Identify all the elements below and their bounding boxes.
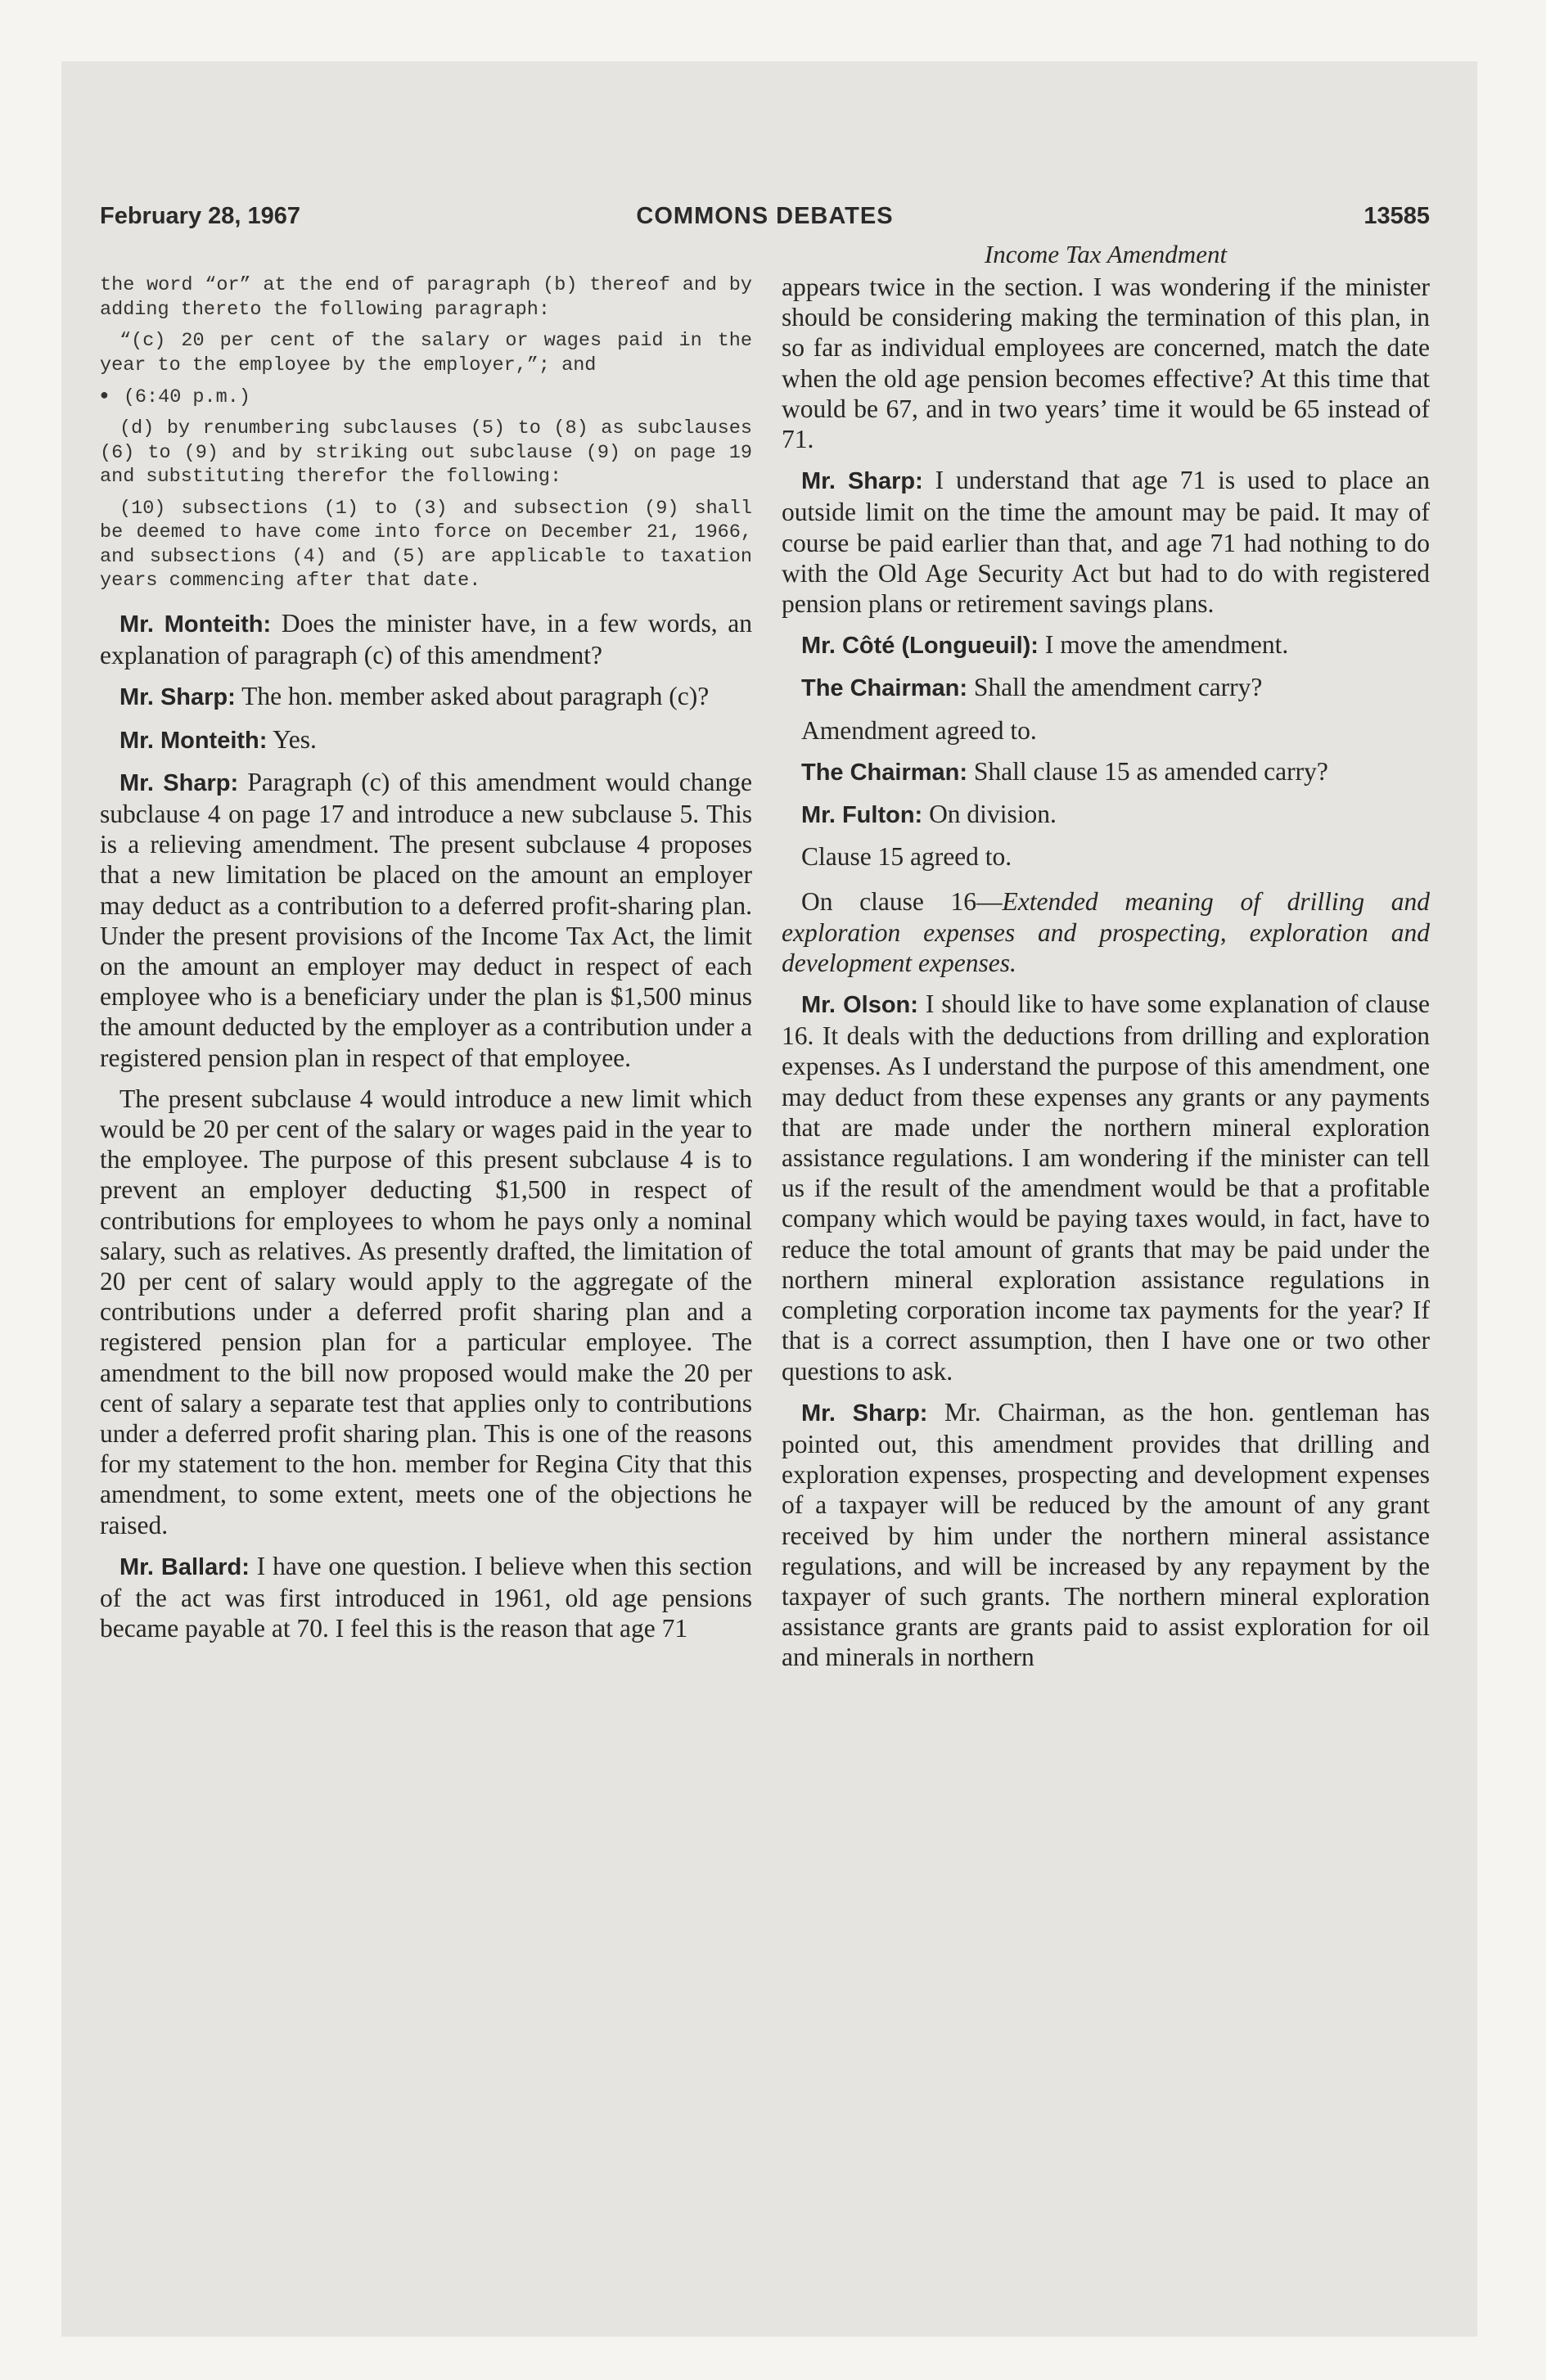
- speech-paragraph: The present subclause 4 would introduce a new limit which would be 20 per cent of the salary or wages paid in the year to the employee. The purpose of this present subclause 4 is to prevent an employer deducting $1,500 in respect of contributions for employees to whom he pays only a nominal salary, such as relatives. As presently drafted, the limitation of 20 per cent of salary would apply to the aggregate of the contributions under a deferred profit sharing plan and a registered pension plan for a particular employee. The amendment to the bill now proposed would make the 20 per cent of salary a separate test that applies only to contributions under a deferred profit sharing plan. This is one of the reasons for my statement to the hon. member for Regina City that this amendment, to some extent, meets one of the objections he raised.: [100, 1084, 752, 1539]
- amendment-paragraph: (d) by renumbering subclauses (5) to (8) as subclauses (6) to (9) and by striking out subclause (9) on page 19 and substituting therefor the following:: [100, 417, 752, 489]
- speech-paragraph: [100, 608, 752, 670]
- speaker-name: Mr. Sharp:: [119, 684, 236, 711]
- speech-paragraph: [782, 1397, 1430, 1673]
- time-mark: [100, 385, 752, 409]
- speaker-name: Mr. Sharp:: [801, 1400, 928, 1427]
- speech-text: Mr. Chairman, as the hon. gentleman has pointed out, this amendment provides that drilling and exploration expenses, prospecting and development expenses of a taxpayer will be reduced by the amount of any grant received by him under the northern mineral assistance regulations, and will be increased by any repayment by the taxpayer of such grants. The northern mineral exploration assistance grants are grants paid to assist exploration for oil and minerals in northern: [782, 1397, 1430, 1672]
- speech-text: I move the amendment.: [1038, 630, 1289, 660]
- speech-text: Shall the amendment carry?: [967, 673, 1263, 702]
- header-page-number: 13585: [1363, 203, 1430, 229]
- speech-text: Does the minister have, in a few words, an explanation of paragraph (c) of this amendment?: [100, 608, 752, 670]
- speech-paragraph: [782, 465, 1430, 619]
- header-publication: COMMONS DEBATES: [636, 203, 894, 229]
- speech-text: I understand that age 71 is used to place an outside limit on the time the amount may be paid. It may of course be paid earlier than that, and age 71 had nothing to do with the Old Age Security Act but had to do with registered pension plans or retirement savings plans.: [782, 466, 1430, 619]
- bullet-icon: ●: [100, 388, 109, 404]
- speaker-name: The Chairman:: [801, 759, 968, 786]
- speaker-name: Mr. Sharp:: [119, 769, 239, 796]
- speech-paragraph: [100, 681, 752, 713]
- speech-text: On division.: [922, 800, 1057, 829]
- clause-heading-text: On clause 16—: [801, 887, 1003, 917]
- speech-paragraph: [782, 989, 1430, 1386]
- speaker-name: Mr. Ballard:: [119, 1553, 250, 1580]
- speaker-name: Mr. Monteith:: [119, 611, 272, 638]
- speaker-name: The Chairman:: [801, 675, 968, 702]
- speech-text: Shall clause 15 as amended carry?: [967, 756, 1328, 786]
- speaker-name: Mr. Sharp:: [801, 468, 923, 495]
- speech-paragraph: [100, 724, 752, 756]
- speaker-name: Mr. Monteith:: [119, 727, 268, 754]
- header-date: February 28, 1967: [100, 203, 301, 229]
- right-column: [782, 237, 1430, 1684]
- procedural-note: Clause 15 agreed to.: [801, 842, 1012, 872]
- amendment-paragraph: the word “or” at the end of paragraph (b) thereof and by adding thereto the following paragraph:: [100, 274, 752, 321]
- speaker-name: Mr. Côté (Longueuil):: [801, 633, 1039, 660]
- speech-text: Paragraph (c) of this amendment would change subclause 4 on page 17 and introduce a new subclause 5. This is a relieving amendment. The present subclause 4 proposes that a new limitation be placed on the amount an employer may deduct as a contribution to a deferred profit-sharing plan. Under the present provisions of the Income Tax Act, the limit on the amount an employer may deduct in respect of each employee who is a beneficiary under the plan is $1,500 minus the amount deducted by the employer as a contribution under a registered pension plan in respect of that employee.: [100, 767, 752, 1072]
- speech-paragraph: [782, 672, 1430, 704]
- clause-heading-italic: Extended meaning of drilling and exploration expenses and prospecting, exploration and development expenses.: [782, 887, 1431, 977]
- speech-text: I have one question. I believe when this section of the act was first introduced in 1961, old age pensions became payable at 70. I feel this is the reason that age 71: [100, 1551, 752, 1643]
- speech-text: Yes.: [267, 724, 317, 754]
- procedural-note: Amendment agreed to.: [801, 715, 1037, 745]
- speaker-name: Mr. Fulton:: [801, 802, 923, 829]
- amendment-text: [100, 273, 752, 593]
- speech-text: The hon. member asked about paragraph (c)?: [235, 682, 710, 711]
- page-header: [100, 203, 1430, 236]
- speech-paragraph: [782, 629, 1430, 661]
- speaker-name: Mr. Olson:: [801, 992, 918, 1019]
- speech-paragraph: [100, 1551, 752, 1644]
- left-column: [100, 237, 752, 1654]
- amendment-paragraph: “(c) 20 per cent of the salary or wages paid in the year to the employee by the employer,”; and: [100, 330, 752, 376]
- speech-paragraph: appears twice in the section. I was wondering if the minister should be considering making the termination of this plan, in so far as individual employees are concerned, match the date when the old age pension becomes effective? At this time that would be 67, and in two years’ time it would be 65 instead of 71.: [782, 273, 1430, 454]
- speech-paragraph: [782, 756, 1430, 788]
- running-head: Income Tax Amendment: [984, 240, 1228, 268]
- speech-paragraph: [782, 799, 1430, 831]
- speech-paragraph: [100, 767, 752, 1073]
- time-mark-text: (6:40 p.m.): [123, 385, 250, 408]
- amendment-paragraph: (10) subsections (1) to (3) and subsection (9) shall be deemed to have come into force on December 21, 1966, and subsections (4) and (5) are applicable to taxation years commencing after that date.: [100, 497, 752, 593]
- speech-text: I should like to have some explanation of clause 16. It deals with the deductions from drilling and exploration expenses. As I understand the purpose of this amendment, one may deduct from these expenses any grants or any payments that are made under the northern mineral exploration assistance regulations. I am wondering if the minister can tell us if the result of the amendment would be that a profitable company which would be paying taxes would, in fact, have to reduce the total amount of grants that may be paid under the northern mineral exploration assistance regulations in completing corporation income tax payments for the year? If that is a correct assumption, then I have one or two other questions to ask.: [782, 989, 1430, 1386]
- clause-heading: [782, 886, 1430, 978]
